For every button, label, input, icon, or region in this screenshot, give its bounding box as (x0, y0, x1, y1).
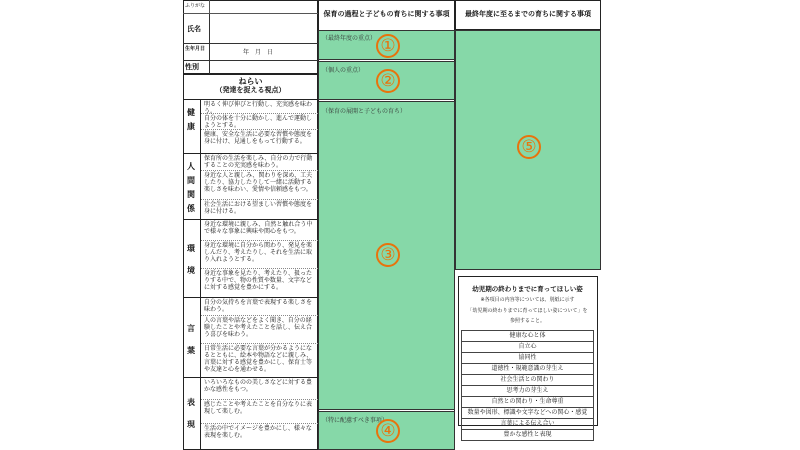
goal-item: 保育所の生活を楽しみ、自分の力で行動することの充実感を味わう。 (201, 154, 318, 171)
goal-item: 身近な環境に親しみ、自然と触れ合う中で様々な事象に興味や関心をもつ。 (201, 220, 318, 241)
list-item: 自然との関わり・生命尊重 (462, 397, 593, 408)
birth-value: 年 月 日 (243, 49, 274, 56)
domain-language-name: 言葉 (187, 324, 195, 355)
goal-item: 明るく伸び伸びと行動し、充実感を味わう。 (201, 100, 318, 114)
desired-note-1: ※各項目の内容等については、別紙に示す (480, 297, 575, 303)
list-item: 数量や図形、標識や文字などへの関心・感覚 (462, 408, 593, 419)
goal-item: 身近な環境に自分から関わり、発見を楽しんだり、考えたりし、それを生活に取り入れようとする。 (201, 241, 318, 269)
domain-health (183, 100, 318, 154)
gender-row (183, 61, 318, 74)
domain-environment-name: 環境 (187, 244, 195, 275)
section-label: （特に配慮すべき事項） (322, 417, 388, 424)
section-individual-focus[interactable] (318, 61, 455, 100)
desired-figure-box (458, 276, 598, 438)
section-label: （個人の重点） (322, 67, 365, 74)
number-badge-1: ① (376, 34, 400, 58)
domain-relationships-name: 人間関係 (187, 162, 195, 213)
furigana-row (183, 0, 318, 14)
goal-item: 身近な事象を見たり、考えたり、扱ったりする中で、物の性質や数量、文字などに対する感覚を豊かにする。 (204, 270, 313, 291)
list-item: 自立心 (462, 342, 593, 353)
list-item: 社会生活との関わり (462, 375, 593, 386)
desired-note-3: 参照すること。 (509, 318, 545, 324)
list-item: 思考力の芽生え (462, 386, 593, 397)
desired-list (461, 330, 594, 441)
goal-item: 社会生活における望ましい習慣や態度を身に付ける。 (204, 201, 313, 215)
middle-header: 保育の過程と子どもの育ちに関する事項 (323, 10, 450, 18)
goal-item: 身近な人と親しみ、関わりを深め、工夫したり、協力したりして一緒に活動する楽しさを味わい、愛情や信頼感をもつ。 (201, 171, 318, 200)
domain-language (183, 298, 318, 378)
goal-item: いろいろなものの美しさなどに対する豊かな感性をもつ。 (201, 378, 318, 400)
list-item: 協同性 (462, 353, 593, 364)
domain-health-name: 健康 (187, 108, 195, 131)
goal-item: 自分の体を十分に動かし、進んで運動しようとする。 (201, 114, 318, 130)
goal-item: 自分の気持ちを言葉で表現する楽しさを味わう。 (201, 298, 318, 316)
name-label: 氏名 (187, 25, 201, 33)
desired-note-2: 「幼児期の終わりまでに育ってほしい姿について」を (467, 308, 588, 314)
aims-heading-subtitle: （発達を捉える視点） (215, 86, 286, 94)
domain-environment (183, 220, 318, 298)
section-label: （最終年度の重点） (322, 35, 377, 42)
birth-label: 生年月日 (185, 46, 206, 52)
section-development-until-final-year[interactable] (455, 30, 601, 270)
domain-expression (183, 378, 318, 450)
gender-label: 性別 (185, 63, 199, 71)
list-item: 豊かな感性と表現 (462, 430, 593, 441)
furigana-label: ふりがな (185, 3, 206, 9)
section-final-year-focus[interactable] (318, 30, 455, 60)
aims-heading-title: ねらい (238, 77, 263, 86)
right-header: 最終年度に至るまでの育ちに関する事項 (465, 10, 591, 18)
section-special-considerations[interactable] (318, 411, 455, 450)
section-development[interactable] (318, 101, 455, 410)
desired-title: 幼児期の終わりまでに育ってほしい姿 (472, 285, 583, 293)
number-badge-2: ② (376, 69, 400, 93)
section-label: （保育の展開と子どもの育ち） (322, 108, 407, 115)
aims-heading (183, 74, 318, 100)
number-badge-3: ③ (376, 243, 400, 267)
domain-relationships (183, 154, 318, 220)
goal-item: 日常生活に必要な言葉が分かるようになるとともに、絵本や物語などに親しみ、言葉に対する感覚を豊かにし、保育士等や友達と心を通わせる。 (204, 345, 313, 373)
goal-item: 健康、安全な生活に必要な習慣や態度を身に付け、見通しをもって行動する。 (204, 131, 313, 145)
goal-item: 人の言葉や話などをよく聞き、自分の経験したことや考えたことを話し、伝え合う喜びを味わう。 (201, 316, 318, 344)
list-item: 言葉による伝え合い (462, 419, 593, 430)
domain-expression-name: 表現 (187, 398, 195, 429)
list-item: 健康な心と体 (462, 331, 593, 342)
name-row (183, 14, 318, 44)
list-item: 道徳性・規範意識の芽生え (462, 364, 593, 375)
goal-item: 感じたことや考えたことを自分なりに表現して楽しむ。 (201, 400, 318, 424)
birth-row (183, 44, 318, 61)
number-badge-4: ④ (376, 419, 400, 443)
number-badge-5: ⑤ (517, 135, 541, 159)
goal-item: 生活の中でイメージを豊かにし、様々な表現を楽しむ。 (204, 425, 312, 439)
